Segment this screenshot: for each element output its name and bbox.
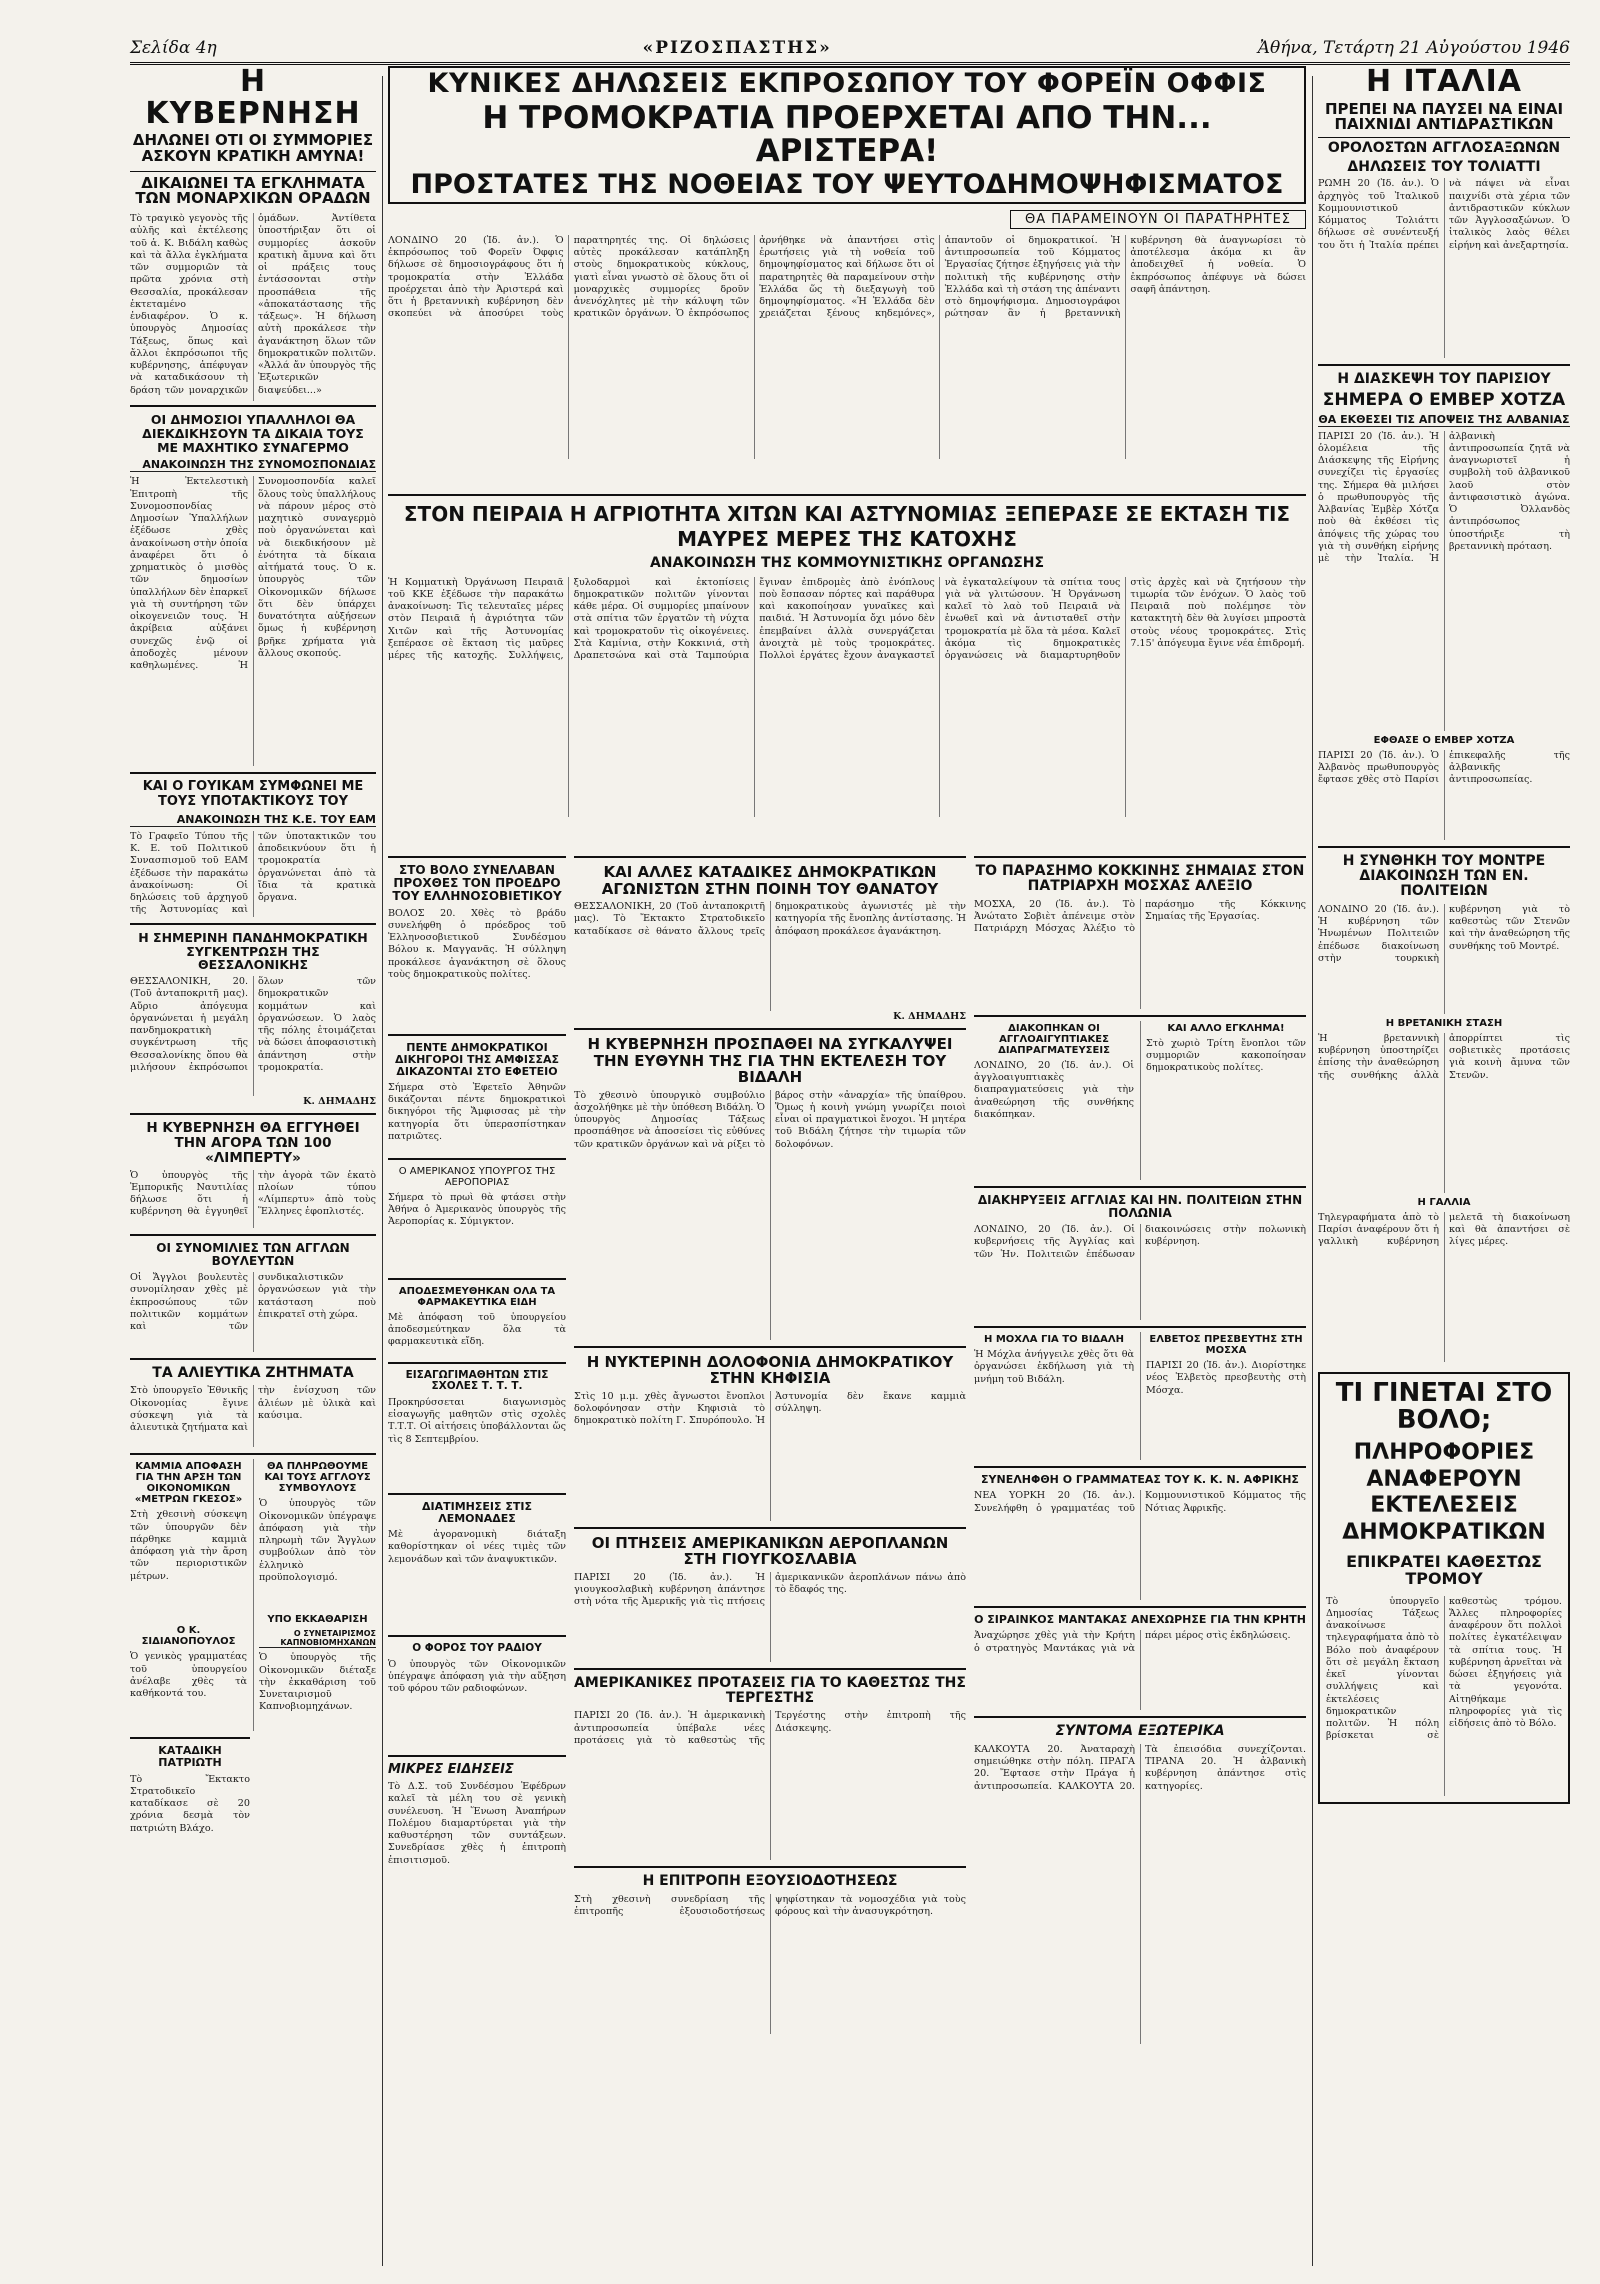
banner-headline-box xyxy=(388,66,1306,204)
row-small-items xyxy=(130,1453,376,1731)
headline-flights: ΟΙ ΠΤΗΣΕΙΣ ΑΜΕΡΙΚΑΝΙΚΩΝ ΑΕΡΟΠΛΑΝΩΝ ΣΤΗ ΓΙΟΥΓΚΟΣΛΑΒΙΑ xyxy=(591,1533,949,1568)
subhead-civil-servants: ΑΝΑΚΟΙΝΩΣΗ ΤΗΣ ΣΥΝΟΜΟΣΠΟΝΔΙΑΣ xyxy=(130,458,376,472)
article-crete xyxy=(974,1606,1306,1710)
article-radio-body: Ὁ ὑπουργὸς τῶν Οἰκονομικῶν ὑπέγραψε ἀπόφαση γιὰ τὴν αὔξηση τοῦ φόρου τῶν ραδιοφώνων. xyxy=(388,1658,566,1695)
article-montreux xyxy=(1318,846,1570,1362)
headline-radio: Ο ΦΟΡΟΣ ΤΟΥ ΡΑΔΙΟΥ xyxy=(412,1642,542,1655)
headline-liberty: Η ΚΥΒΕΡΝΗΣΗ ΘΑ ΕΓΓΥΗΘΕΙ ΤΗΝ ΑΓΟΡΑ ΤΩΝ 100 «ΛΙΜΠΕΡΤΥ» xyxy=(146,1120,360,1166)
article-mochla xyxy=(974,1332,1134,1460)
headline-vidalis: Η ΚΥΒΕΡΝΗΣΗ ΠΡΟΣΠΑΘΕΙ ΝΑ ΣΥΓΚΑΛΥΨΕΙ ΤΗΝ ΕΥΘΥΝΗ ΤΗΣ ΓΙΑ ΤΗΝ ΕΚΤΕΛΕΣΗ ΤΟΥ ΒΙΔΑΛΗ xyxy=(587,1035,953,1086)
banner-article xyxy=(388,66,1306,486)
headline-embassy: ΕΛΒΕΤΟΣ ΠΡΕΣΒΕΥΤΗΣ ΣΤΗ ΜΟΣΧΑ xyxy=(1149,1334,1303,1357)
box-volos-body: Τὸ ὑπουργεῖο Δημοσίας Τάξεως ἀνακοίνωσε τηλεγραφήματα ἀπὸ τὸ Βόλο ποὺ ἀναφέρουν ὅτι σὲ μεγάλη ἔκταση ἐκεῖ γίνονται συλλήψεις καὶ ἐκτελέσεις δημοκρατικῶν πολιτῶν. Ἡ πόλη βρίσκεται σὲ καθεστὼς τρόμου. Ἄλλες πληροφορίες ἀναφέρουν ὅτι πολλοὶ πολίτες ἐγκατέλειψαν τὰ σπίτια τους. Ἡ κυβέρνηση ἀρνεῖται νὰ δώσει ἐξηγήσεις γιὰ τὰ γεγονότα. Αἰτηθήκαμε πληροφορίες γιὰ τὶς εἰδήσεις ἀπὸ τὸ Βόλο. xyxy=(1326,1595,1562,1742)
article-liquidation-body: Ὁ ὑπουργὸς τῆς Οἰκονομικῶν διέταξε τὴν ἐκκαθάριση τοῦ Συνεταιρισμοῦ Καπνοβιομηχάνων. xyxy=(259,1652,376,1713)
headline-paris: Η ΔΙΑΣΚΕΨΗ ΤΟΥ ΠΑΡΙΣΙΟΥ xyxy=(1337,371,1551,388)
headline-crete: Ο ΣΙΡΑΙΝΚΟΣ ΜΑΝΤΑΚΑΣ ΑΝΕΧΩΡΗΣΕ ΓΙΑ ΤΗΝ ΚΡΗΤΗ xyxy=(974,1613,1306,1627)
article-crime xyxy=(1140,1021,1306,1180)
article-mps-body: Οἱ Ἄγγλοι βουλευτὲς συνομίλησαν χθὲς μὲ ἐκπροσώπους τῶν πολιτικῶν κομμάτων καὶ τῶν συνδικαλιστικῶν ὀργανώσεων γιὰ τὴν κατάσταση ποὺ ἐπικρατεῖ στὴ χώρα. xyxy=(130,1272,376,1333)
headline-schools: ΕΙΣΑΓΩΓΙΜΑΘΗΤΩΝ ΣΤΙΣ ΣΧΟΛΕΣ Τ. Τ. Τ. xyxy=(405,1368,549,1393)
article-lemonade xyxy=(388,1493,566,1629)
article-wickham-body: Τὸ Γραφεῖο Τύπου τῆς Κ. Ε. τοῦ Πολιτικοῦ Συνασπισμοῦ τοῦ ΕΑΜ ἐξέδωσε τὴν παρακάτω ἀνακοίνωση: Οἱ δηλώσεις τοῦ ἀρχηγοῦ τῆς Ἀστυνομίας καὶ τῶν ὑποτακτικῶν του ἀποδεικνύουν ὅτι ἡ τρομοκρατία ὀργανώνεται ἀπὸ τὰ ἴδια τὰ κρατικὰ ὄργανα. xyxy=(130,830,376,916)
headline-patriarch: ΤΟ ΠΑΡΑΣΗΜΟ ΚΟΚΚΙΝΗΣ ΣΗΜΑΙΑΣ ΣΤΟΝ ΠΑΤΡΙΑΡΧΗ ΜΟΣΧΑΣ ΑΛΕΞΙΟ xyxy=(975,863,1305,895)
article-death-sentences xyxy=(574,856,966,1022)
headline-france: Η ΓΑΛΛΙΑ xyxy=(1417,1196,1471,1208)
article-committee xyxy=(574,1866,966,2033)
headline-government: Η ΚΥΒΕΡΝΗΣΗ xyxy=(145,66,361,131)
subhead-wickham: ΑΝΑΚΟΙΝΩΣΗ ΤΗΣ Κ.Ε. ΤΟΥ ΕΑΜ xyxy=(130,813,376,827)
article-schools xyxy=(388,1362,566,1487)
article-france-body: Τηλεγραφήματα ἀπὸ τὸ Παρίσι ἀναφέρουν ὅτι ἡ γαλλικὴ κυβέρνηση μελετᾶ τὴ διακοίνωση καὶ θὰ ἀπαντήσει σὲ λίγες μέρες. xyxy=(1318,1211,1570,1248)
article-trieste-body: ΠΑΡΙΣΙ 20 (Ἰδ. ἀν.). Ἡ ἀμερικανικὴ ἀντιπροσωπεία ὑπέβαλε νέες προτάσεις γιὰ τὸ καθεστὼς τῆς Τεργέστης στὴν ἐπιτροπὴ τῆς Διάσκεψης. xyxy=(574,1710,966,1746)
article-volos xyxy=(388,856,566,1028)
headline-kifisia: Η ΝΥΚΤΕΡΙΝΗ ΔΟΛΟΦΟΝΙΑ ΔΗΜΟΚΡΑΤΙΚΟΥ ΣΤΗΝ ΚΗΦΙΣΙΑ xyxy=(586,1352,954,1387)
article-patriarch xyxy=(974,856,1306,1009)
piraeus-headline: ΣΤΟΝ ΠΕΙΡΑΙΑ Η ΑΓΡΙΟΤΗΤΑ ΧΙΤΩΝ ΚΑΙ ΑΣΤΥΝΟΜΙΑΣ ΞΕΠΕΡΑΣΕ ΣΕ ΕΚΤΑΣΗ ΤΙΣ ΜΑΥΡΕΣ ΜΕΡΕΣ ΤΗΣ ΚΑΤΟΧΗΣ xyxy=(403,502,1291,551)
article-fishing-body: Στὸ ὑπουργεῖο Ἐθνικῆς Οἰκονομίας ἔγινε σύσκεψη γιὰ τὰ ἀλιευτικὰ ζητήματα καὶ τὴν ἐνίσχυση τῶν ἁλιέων μὲ ὑλικὰ καὶ καύσιμα. xyxy=(130,1385,376,1434)
article-patriarch-body: ΜΟΣΧΑ, 20 (Ἰδ. ἀν.). Τὸ Ἀνώτατο Σοβιὲτ ἀπένειμε στὸν Πατριάρχη Μόσχας Ἀλέξιο τὸ παράσημο τῆς Κόκκινης Σημαίας τῆς Ἐργασίας. xyxy=(974,898,1306,935)
article-kifisia-body: Στὶς 10 μ.μ. χθὲς ἄγνωστοι ἔνοπλοι δολοφόνησαν στὴν Κηφισιὰ τὸ δημοκρατικὸ πολίτη Γ. Σπυρόπουλο. Ἡ Ἀστυνομία δὲν ἔκανε καμμιὰ σύλληψη. xyxy=(574,1390,966,1427)
headline-egypt: ΔΙΑΚΟΠΗΚΑΝ ΟΙ ΑΓΓΛΟΑΙΓΥΠΤΙΑΚΕΣ ΔΙΑΠΡΑΓΜΑΤΕΥΣΕΙΣ xyxy=(998,1022,1110,1056)
banner-body: ΛΟΝΔΙΝΟ 20 (Ἰδ. ἀν.). Ὁ ἐκπρόσωπος τοῦ Φορεϊν Όφφις δήλωσε σὲ δημοσιογράφους ὅτι ἡ τρομοκρατία στὴν Ἑλλάδα προέρχεται ἀπὸ τὴν Ἀριστερά καὶ ὅτι ἡ βρεταννικὴ κυβέρνηση δὲν σκοπεύει νὰ ἀποσύρει τοὺς παρατηρητές της. Οἱ δηλώσεις αὐτὲς προκάλεσαν κατάπληξη στοὺς δημοκρατικοὺς κύκλους, γιατὶ εἶναι γνωστὸ σὲ ὅλους ὅτι οἱ μοναρχικὲς συμμορίες δροῦν ἀνενόχλητες μὲ τὴν κάλυψη τῶν κρατικῶν ὀργάνων. Ὁ ἐκπρόσωπος ἀρνήθηκε νὰ ἀπαντήσει στὶς ἐρωτήσεις γιὰ τὴ νοθεία τοῦ δημοψηφίσματος καὶ δήλωσε ὅτι οἱ παρατηρητὲς θὰ παραμείνουν στὴν Ἑλλάδα ὥς τὴ διεξαγωγὴ τοῦ δημοψηφίσματος. «Ἡ Ἑλλάδα δὲν χρειάζεται ξένους κηδεμόνες», ἀπαντοῦν οἱ δημοκρατικοί. Ἡ ἀντιπροσωπεία τοῦ Κόμματος Ἐργασίας ζήτησε ἐξηγήσεις γιὰ τὴν πολιτικὴ τῆς κυβέρνησης στὴν Ἑλλάδα καὶ τὴ στάση της ἀπέναντι στὸ δημοψήφισμα. Δημοσιογράφοι ρώτησαν ἂν ἡ βρεταννικὴ κυβέρνηση θὰ ἀναγνωρίσει τὸ ἀποτέλεσμα ἀκόμα κι ἂν ἀποδειχθεῖ ἡ νοθεία. Ὁ ἐκπρόσωπος ἀπέφυγε νὰ δώσει σαφῆ ἀπάντηση. xyxy=(388,234,1306,320)
article-advisers-body: Ὁ ὑπουργὸς τῶν Οἰκονομικῶν ὑπέγραψε ἀπόφαση γιὰ τὴν πληρωμὴ τῶν Ἄγγλων συμβούλων ἀπὸ τὸν ἑλληνικὸ προϋπολογισμό. xyxy=(259,1498,376,1583)
article-vidalis xyxy=(574,1028,966,1340)
article-crime-body: Στὸ χωριὸ Τρίτη ἔνοπλοι τῶν συμμοριῶν κακοποίησαν δημοκρατικοὺς πολίτες. xyxy=(1146,1037,1306,1074)
headline-italy-sub2: ΟΡΟΛΟΣΤΩΝ ΑΓΓΛΟΣΑΞΩΝΩΝ xyxy=(1318,137,1570,156)
column-left xyxy=(130,66,376,2266)
article-africa-body: ΝΕΑ ΥΟΡΚΗ 20 (Ἰδ. ἀν.). Συνελήφθη ὁ γραμματέας τοῦ Κομμουνιστικοῦ Κόμματος τῆς Νότιας Ἀφρικῆς. xyxy=(974,1490,1306,1514)
newspaper-page xyxy=(130,66,1570,2266)
headline-italy-sub: ΠΡΕΠΕΙ ΝΑ ΠΑΥΣΕΙ ΝΑ ΕΙΝΑΙ ΠΑΙΧΝΙΔΙ ΑΝΤΙΔΡΑΣΤΙΚΩΝ xyxy=(1324,99,1564,134)
article-thessaloniki-body: ΘΕΣΣΑΛΟΝΙΚΗ, 20. (Τοῦ ἀνταποκριτῆ μας). Αὔριο ἀπόγευμα ὀργανώνεται ἡ μεγάλη πανδημοκρατικὴ συγκέντρωση τῆς Θεσσαλονίκης ὅπου θὰ μιλήσουν ἐκπρόσωποι ὅλων τῶν δημοκρατικῶν κομμάτων καὶ ὀργανώσεων. Ὁ λαὸς τῆς πόλης ἑτοιμάζεται νὰ δώσει ἀποφασιστικὴ ἀπάντηση στὴν τρομοκρατία. xyxy=(130,976,376,1073)
headline-government-sub2: ΔΙΚΑΙΩΝΕΙ ΤΑ ΕΓΚΛΗΜΑΤΑ ΤΩΝ ΜΟΝΑΡΧΙΚΩΝ ΟΡΑΔΩΝ xyxy=(130,171,376,208)
article-hoxha-arrived-body: ΠΑΡΙΣΙ 20 (Ἰδ. ἀν.). Ὁ Ἀλβανὸς πρωθυπουργὸς ἔφτασε χθὲς στὸ Παρίσι ἐπικεφαλῆς τῆς ἀλβανικῆς ἀντιπροσωπείας. xyxy=(1318,749,1570,786)
piraeus-subhead: ΑΝΑΚΟΙΝΩΣΗ ΤΗΣ ΚΟΜΜΟΥΝΙΣΤΙΚΗΣ ΟΡΓΑΝΩΣΗΣ xyxy=(649,555,1045,571)
headline-britain: Η ΒΡΕΤΑΝΙΚΗ ΣΤΑΣΗ xyxy=(1385,1017,1503,1029)
article-poland-body: ΛΟΝΔΙΝΟ, 20 (Ἰδ. ἀν.). Οἱ κυβερνήσεις τῆς Ἀγγλίας καὶ τῶν Ἡν. Πολιτειῶν ἐπέδωσαν διακοινώσεις στὴν πολωνικὴ κυβέρνηση. xyxy=(974,1224,1306,1260)
article-egypt-body: ΛΟΝΔΙΝΟ, 20 (Ἰδ. ἀν.). Οἱ ἀγγλοαιγυπτιακὲς διαπραγματεύσεις γιὰ τὴν ἀναθεώρηση τῆς συνθήκης διακόπηκαν. xyxy=(974,1059,1134,1120)
article-advisers xyxy=(253,1459,376,1731)
banner-line-3: ΠΡΟΣΤΑΤΕΣ ΤΗΣ ΝΟΘΕΙΑΣ ΤΟΥ ΨΕΥΤΟΔΗΜΟΨΗΦΙΣΜΑΤΟΣ xyxy=(410,169,1284,201)
banner-line-1: ΚΥΝΙΚΕΣ ΔΗΛΩΣΕΙΣ ΕΚΠΡΟΣΩΠΟΥ ΤΟΥ ΦΟΡΕΪΝ ΟΦΦΙΣ xyxy=(427,68,1267,99)
headline-sidianopoulos: Ο Κ. ΣΙΔΙΑΝΟΠΟΥΛΟΣ xyxy=(141,1625,236,1648)
article-kifisia xyxy=(574,1346,966,1521)
article-africa xyxy=(974,1466,1306,1600)
article-lemonade-body: Μὲ ἀγορανομικὴ διάταξη καθορίστηκαν οἱ νέες τιμὲς τῶν λεμονάδων καὶ τῶν ἀναψυκτικῶν. xyxy=(388,1529,566,1565)
article-italy-body: ΡΩΜΗ 20 (Ἰδ. ἀν.). Ὁ ἀρχηγὸς τοῦ Ἰταλικοῦ Κομμουνιστικοῦ Κόμματος Τολιάττι δήλωσε σὲ συνέντευξή του ὅτι ἡ Ἰταλία πρέπει νὰ πάψει νὰ εἶναι παιχνίδι στὰ χέρια τῶν ἀντιδραστικῶν κύκλων τῶν Ἀγγλοσαξώνων. Ὁ ἰταλικὸς λαὸς θέλει εἰρήνη καὶ ἀνεξαρτησία. xyxy=(1318,178,1570,251)
article-civil-servants-body: Ἡ Ἐκτελεστικὴ Ἐπιτροπὴ τῆς Συνομοσπονδίας Δημοσίων Ὑπαλλήλων ἐξέδωσε χθὲς ἀνακοίνωση στὴν ὁποία ἀναφέρει ὅτι ὁ χρηματικὸς ὁ μισθὸς τῶν δημοσίων ὑπαλλήλων δὲν ἐπαρκεῖ γιὰ τὴ συντήρηση τῶν οἰκογενειῶν τους. Ἡ ἀκρίβεια αὐξάνει συνεχῶς ἐνῷ οἱ ἀποδοχὲς μένουν καθηλωμένες. Ἡ Συνομοσπονδία καλεῖ ὅλους τοὺς ὑπαλλήλους νὰ πάρουν μέρος στὸ μαχητικὸ συναγερμὸ ποὺ ὀργανώνεται καὶ νὰ διεκδικήσουν μὲ ἑνότητα τὰ δίκαια αἰτήματά τους. Ὁ κ. ὑπουργὸς τῶν Οἰκονομικῶν δήλωσε ὅτι δὲν ὑπάρχει δυνατότητα αὐξήσεων ὅμως ἡ κυβέρνηση βρῆκε χρήματα γιὰ ἄλλους σκοπούς. xyxy=(130,476,376,672)
article-sidianopoulos-body: Ὁ γενικὸς γραμματέας τοῦ ὑπουργείου ἀνέλαβε χθὲς τὰ καθήκοντά του. xyxy=(130,1651,247,1700)
headline-mps: ΟΙ ΣΥΝΟΜΙΛΙΕΣ ΤΩΝ ΑΓΓΛΩΝ ΒΟΥΛΕΥΤΩΝ xyxy=(156,1240,350,1268)
article-paris-body: ΠΑΡΙΣΙ 20 (Ἰδ. ἀν.). Ἡ ὁλομέλεια τῆς Διάσκεψης τῆς Εἰρήνης συνεχίζει τὶς ἐργασίες της. Σήμερα θὰ μιλήσει ὁ πρωθυπουργὸς τῆς Ἀλβανίας Ἐμβὲρ Χότζα ποὺ θὰ ἐκθέσει τὶς ἀπόψεις τῆς χώρας του γιὰ τὴ συνθήκη εἰρήνης μὲ τὴν Ἰταλία. Ἡ ἀλβανικὴ ἀντιπροσωπεία ζητᾶ νὰ ἀναγνωριστεῖ ἡ συμβολὴ τοῦ ἀλβανικοῦ λαοῦ στὸν ἀντιφασιστικὸ ἀγώνα. Ὁ Ὀλλανδὸς ἀντιπρόσωπος ὑποστήριξε τὴ βρεταννικὴ πρόταση. xyxy=(1318,430,1570,565)
article-us-minister xyxy=(388,1158,566,1272)
banner-subhead: ΘΑ ΠΑΡΑΜΕΙΝΟΥΝ ΟΙ ΠΑΡΑΤΗΡΗΤΕΣ xyxy=(1010,210,1306,229)
subhead-hoxha: ΘΑ ΕΚΘΕΣΕΙ ΤΙΣ ΑΠΟΨΕΙΣ ΤΗΣ ΑΛΒΑΝΙΑΣ xyxy=(1318,412,1570,426)
article-radio xyxy=(388,1635,566,1749)
article-foreign-brief-body: ΚΑΛΚΟΥΤΑ 20. Ἀναταραχὴ σημειώθηκε στὴν πόλη. ΠΡΑΓΑ 20. Ἔφτασε στὴν Πράγα ἡ ἀντιπροσωπεία. ΚΑΛΚΟΥΤΑ 20. Τὰ ἐπεισόδια συνεχίζονται. ΤΙΡΑΝΑ 20. Ἡ ἀλβανικὴ κυβέρνηση ἀπάντησε στὶς κατηγορίες. xyxy=(974,1743,1306,1792)
article-trieste xyxy=(574,1668,966,1861)
article-measures xyxy=(130,1459,247,1731)
article-thessaloniki xyxy=(130,923,376,1107)
article-wickham xyxy=(130,772,376,917)
article-schools-body: Προκηρύσσεται διαγωνισμὸς εἰσαγωγῆς μαθητῶν στὶς σχολὲς Τ.Τ.Τ. Οἱ αἰτήσεις ὑποβάλλονται ὥς τὶς 8 Σεπτεμβρίου. xyxy=(388,1396,566,1445)
article-measures-body: Στὴ χθεσινὴ σύσκεψη τῶν ὑπουργῶν δὲν πάρθηκε καμμιὰ ἀπόφαση γιὰ τὴν ἄρση τῶν περιοριστικῶν μέτρων. xyxy=(130,1509,247,1582)
headline-wickham: ΚΑΙ Ο ΓΟΥΙΚΑΜ ΣΥΜΦΩΝΕΙ ΜΕ ΤΟΥΣ ΥΠΟΤΑΚΤΙΚΟΥΣ ΤΟΥ xyxy=(142,779,364,809)
headline-death-sentences: ΚΑΙ ΑΛΛΕΣ ΚΑΤΑΔΙΚΕΣ ΔΗΜΟΚΡΑΤΙΚΩΝ ΑΓΩΝΙΣΤΩΝ ΣΤΗΝ ΠΟΙΝΗ ΤΟΥ ΘΑΝΑΤΟΥ xyxy=(601,863,939,898)
newspaper-title: «ΡΙΖΟΣΠΑΣΤΗΣ» xyxy=(642,38,832,58)
article-flights xyxy=(574,1527,966,1662)
article-poland xyxy=(974,1186,1306,1320)
box-volos-sub2: ΕΠΙΚΡΑΤΕΙ ΚΑΘΕΣΤΩΣ ΤΡΟΜΟΥ xyxy=(1346,1551,1542,1588)
headline-italy: Η ΙΤΑΛΙΑ xyxy=(1366,66,1522,99)
article-foreign-brief xyxy=(974,1716,1306,2043)
column-rule xyxy=(382,76,383,2266)
headline-montreux: Η ΣΥΝΘΗΚΗ ΤΟΥ ΜΟΝΤΡΕ ΔΙΑΚΟΙΝΩΣΗ ΤΩΝ ΕΝ. ΠΟΛΙΤΕΙΩΝ xyxy=(1342,852,1546,900)
mid-column-c xyxy=(974,856,1306,2266)
headline-amfissa: ΠΕΝΤΕ ΔΗΜΟΚΡΑΤΙΚΟΙ ΔΙΚΗΓΟΡΟΙ ΤΗΣ ΑΜΦΙΣΣΑΣ ΔΙΚΑΖΟΝΤΑΙ ΣΤΟ ΕΦΕΤΕΙΟ xyxy=(394,1040,560,1078)
article-montreux-body: ΛΟΝΔΙΝΟ 20 (Ἰδ. ἀν.). Ἡ κυβέρνηση τῶν Ἡνωμένων Πολιτειῶν ἐπέδωσε διακοίνωση στὴν τουρκικὴ κυβέρνηση γιὰ τὸ καθεστὼς τῶν Στενῶν καὶ τὴν ἀναθεώρηση τῆς συνθήκης τοῦ Μοντρέ. xyxy=(1318,903,1570,964)
article-britain-body: Ἡ βρεταννικὴ κυβέρνηση ὑποστηρίζει ἐπίσης τὴν ἀναθεώρηση τῆς συνθήκης ἀλλὰ ἀπορρίπτει τὶς σοβιετικὲς προτάσεις γιὰ κοινὴ ἄμυνα τῶν Στενῶν. xyxy=(1318,1032,1570,1081)
headline-foreign-brief: ΣΥΝΤΟΜΑ ΕΞΩΤΕΡΙΚΑ xyxy=(1055,1723,1225,1740)
article-embassy-body: ΠΑΡΙΣΙ 20 (Ἰδ. ἀν.). Διορίστηκε νέος Ἑλβετὸς πρεσβευτὴς στὴ Μόσχα. xyxy=(1146,1360,1306,1396)
headline-news: ΜΙΚΡΕΣ ΕΙΔΗΣΕΙΣ xyxy=(388,1761,514,1777)
box-volos-sub: ΠΛΗΡΟΦΟΡΙΕΣ ΑΝΑΦΕΡΟΥΝ ΕΚΤΕΛΕΣΕΙΣ ΔΗΜΟΚΡΑΤΙΚΩΝ xyxy=(1342,1440,1546,1545)
box-volos xyxy=(1318,1372,1570,1804)
headline-pharma: ΑΠΟΔΕΣΜΕΥΘΗΚΑΝ ΟΛΑ ΤΑ ΦΑΡΜΑΚΕΥΤΙΚΑ ΕΙΔΗ xyxy=(398,1285,556,1308)
article-fishing xyxy=(130,1358,376,1447)
article-amfissa-body: Σήμερα στὸ Ἐφετεῖο Ἀθηνῶν δικάζονται πέντε δημοκρατικοὶ δικηγόροι τῆς Ἄμφισσας μὲ τὴν κατηγορία ὅτι ὑπερασπίστηκαν πατριῶτες. xyxy=(388,1081,566,1142)
article-civil-servants xyxy=(130,405,376,766)
headline-measures: ΚΑΜΜΙΑ ΑΠΟΦΑΣΗ ΓΙΑ ΤΗΝ ΑΡΣΗ ΤΩΝ ΟΙΚΟΝΟΜΙΚΩΝ «ΜΕΤΡΩΝ ΓΚΕΣΟΣ» xyxy=(134,1461,243,1506)
headline-committee: Η ΕΠΙΤΡΟΠΗ ΕΞΟΥΣΙΟΔΟΤΗΣΕΩΣ xyxy=(642,1873,898,1890)
piraeus-body: Ἡ Κομματικὴ Ὀργάνωση Πειραιᾶ τοῦ ΚΚΕ ἐξέδωσε τὴν παρακάτω ἀνακοίνωση: Τὶς τελευταῖες μέρες στὸν Πειραιᾶ ἡ ἀγριότητα τῶν Χιτῶν καὶ τῆς Ἀστυνομίας ξεπέρασε σὲ ἔκταση τὶς μαῦρες μέρες τῆς κατοχῆς. Συλλήψεις, ξυλοδαρμοὶ καὶ ἐκτοπίσεις δημοκρατικῶν πολιτῶν γίνονται κάθε μέρα. Οἱ συμμορίες μπαίνουν στὰ σπίτια τῶν ἐργατῶν τὴ νύχτα καὶ τρομοκρατοῦν τὶς οἰκογένειες. Στὰ Καμίνια, στὴν Κοκκινιά, στὴ Δραπετσώνα καὶ στὰ Ταμπούρια ἔγιναν ἐπιδρομὲς ἀπὸ ἐνόπλους ποὺ ἔσπασαν πόρτες καὶ παράθυρα καὶ κακοποίησαν γυναῖκες καὶ παιδιά. Ἡ Ἀστυνομία ὄχι μόνο δὲν ἐπεμβαίνει ἀλλὰ συνεργάζεται ἀνοιχτὰ μὲ τοὺς τρομοκράτες. Πολλοὶ ἐργάτες ἔχουν ἀναγκαστεῖ νὰ ἐγκαταλείψουν τὰ σπίτια τους γιὰ νὰ γλιτώσουν. Ἡ Ὀργάνωση καλεῖ τὸ λαὸ τοῦ Πειραιᾶ νὰ ἑνωθεῖ καὶ νὰ ἀντισταθεῖ στὴν τρομοκρατία μὲ ὅλα τὰ μέσα. Καλεῖ ἀκόμα τὶς δημοκρατικὲς ὀργανώσεις νὰ διαμαρτυρηθοῦν στὶς ἀρχὲς καὶ νὰ ζητήσουν τὴν τιμωρία τῶν ἐνόχων. Ὁ λαὸς τοῦ Πειραιᾶ ποὺ πολέμησε τὸν κατακτητὴ δὲν θὰ λυγίσει μπροστὰ στοὺς νέους τρομοκράτες. Στὶς 7.15' ἀπόγευμα ἔγινε νέα ἐπιδρομή. xyxy=(388,576,1306,662)
article-mochla-body: Ἡ Μόχλα ἀνήγγειλε χθὲς ὅτι θὰ ὀργανώσει ἐκδήλωση γιὰ τὴ μνήμη τοῦ Βιδάλη. xyxy=(974,1349,1134,1385)
article-news xyxy=(388,1755,566,2141)
article-death-sentences-body: ΘΕΣΣΑΛΟΝΙΚΗ, 20 (Τοῦ ἀνταποκριτῆ μας). Τὸ Ἔκτακτο Στρατοδικεῖο καταδίκασε σὲ θάνατο ἄλλους τρεῖς δημοκρατικοὺς ἀγωνιστές μὲ τὴν κατηγορία τῆς ἔνοπλης ἀντίστασης. Ἡ ἀπόφαση προκάλεσε ἀγανάκτηση. xyxy=(574,901,966,937)
banner-subhead-row xyxy=(388,210,1306,229)
piraeus-article xyxy=(388,494,1306,844)
headline-advisers: ΘΑ ΠΛΗΡΩΘΟΥΜΕ ΚΑΙ ΤΟΥΣ ΑΓΓΛΟΥΣ ΣΥΜΒΟΥΛΟΥΣ xyxy=(264,1461,371,1495)
mid-column-b xyxy=(574,856,966,2266)
article-vidalis-body: Τὸ χθεσινὸ ὑπουργικὸ συμβούλιο ἀσχολήθηκε μὲ τὴν ὑπόθεση Βιδάλη. Ὁ ὑπουργὸς Δημοσίας Τάξεως προσπάθησε νὰ ἀποσείσει τὶς εὐθύνες τῶν κρατικῶν ὀργάνων καὶ νὰ ρίξει τὸ βάρος στὴν «ἀναρχία» τῆς ὑπαίθρου. Ὅμως ἡ κοινὴ γνώμη γνωρίζει ποιοὶ εἶναι οἱ πραγματικοὶ ἔνοχοι. Ἡ μητέρα τοῦ Βιδάλη ζήτησε τὴν τιμωρία τῶν δολοφόνων. xyxy=(574,1089,966,1150)
article-government-body: Τὸ τραγικὸ γεγονὸς τῆς αὐλῆς καὶ ἐκτέλεσης τοῦ ἁ. Κ. Βιδάλη καθὼς καὶ τὰ ἄλλα ἐγκλήματα τῶν συμμοριῶν τὰ πρῶτα χρόνια στὴ Θεσσαλία, προκάλεσαν ἐκτεταμένο ἐνδιαφέρον. Ὁ κ. ὑπουργὸς Δημοσίας Τάξεως, ὅπως καὶ ἄλλοι ἐκπρόσωποι τῆς κυβέρνησης, ἀπέφυγαν νὰ καταδικάσουν τὴ δράση τῶν μοναρχικῶν ὁμάδων. Ἀντίθετα ὑποστήριξαν ὅτι οἱ συμμορίες ἀσκοῦν κρατικὴ ἄμυνα καὶ ὅτι οἱ πράξεις τους ἐντάσσονται στὴν προσπάθεια τῆς «ἀποκατάστασης τῆς τάξεως». Ἡ δήλωση αὐτὴ προκάλεσε τὴν ἀγανάκτηση ὅλων τῶν δημοκρατικῶν πολιτῶν. «Ἀλλά ἄν ὑπουργὸς τῆς Ἐξωτερικῶν διαψεύδει...» xyxy=(130,213,376,396)
article-amfissa xyxy=(388,1034,566,1152)
headline-conviction: ΚΑΤΑΔΙΚΗ ΠΑΤΡΙΩΤΗ xyxy=(158,1744,222,1770)
headline-fishing: ΤΑ ΑΛΙΕΥΤΙΚΑ ΖΗΤΗΜΑΤΑ xyxy=(152,1365,354,1381)
article-us-minister-body: Σήμερα τὸ πρωὶ θὰ φτάσει στὴν Ἀθήνα ὁ Ἀμερικανὸς ὑπουργὸς τῆς Ἀεροπορίας κ. Σύμιγκτον. xyxy=(388,1191,566,1228)
article-liberty xyxy=(130,1113,376,1228)
article-conviction-body: Τὸ Ἔκτακτο Στρατοδικεῖο καταδίκασε σὲ 20 χρόνια δεσμὰ τὸν πατριώτη Βλάχο. xyxy=(130,1773,250,1834)
article-conviction xyxy=(130,1737,250,1833)
headline-liquidation: ΥΠΟ ΕΚΚΑΘΑΡΙΣΗ xyxy=(267,1614,368,1626)
subhead-liquidation: Ο ΣΥΝΕΤΑΙΡΙΣΜΟΣ ΚΑΠΝΟΒΙΟΜΗΧΑΝΩΝ xyxy=(259,1629,376,1648)
headline-government-sub: ΔΗΛΩΝΕΙ ΟΤΙ ΟΙ ΣΥΜΜΟΡΙΕΣ ΑΣΚΟΥΝ ΚΡΑΤΙΚΗ ΑΜΥΝΑ! xyxy=(132,131,374,165)
box-volos-headline: ΤΙ ΓΙΝΕΤΑΙ ΣΤΟ ΒΟΛΟ; xyxy=(1335,1377,1553,1436)
article-pharma xyxy=(388,1278,566,1356)
mid-column-a xyxy=(388,856,566,2266)
headline-thessaloniki: Η ΣΗΜΕΡΙΝΗ ΠΑΝΔΗΜΟΚΡΑΤΙΚΗ ΣΥΓΚΕΝΤΡΩΣΗ ΤΗΣ ΘΕΣΣΑΛΟΝΙΚΗΣ xyxy=(138,929,368,973)
article-egypt xyxy=(974,1021,1134,1180)
headline-togliatti: ΔΗΛΩΣΕΙΣ ΤΟΥ ΤΟΛΙΑΤΤΙ xyxy=(1347,158,1541,175)
article-pharma-body: Μὲ ἀπόφαση τοῦ ὑπουργείου ἀποδεσμεύτηκαν ὅλα τὰ φαρμακευτικὰ εἴδη. xyxy=(388,1311,566,1348)
signature-dimadis: Κ. ΔΗΜΑΔΗΣ xyxy=(303,1096,376,1108)
page-number: Σελίδα 4η xyxy=(130,38,217,58)
headline-mochla: Η ΜΟΧΛΑ ΓΙΑ ΤΟ ΒΙΔΑΛΗ xyxy=(983,1334,1125,1346)
headline-lemonade: ΔΙΑΤΙΜΗΣΕΙΣ ΣΤΙΣ ΛΕΜΟΝΑΔΕΣ xyxy=(422,1499,532,1526)
article-embassy xyxy=(1140,1332,1306,1460)
issue-date: Ἀθήνα, Τετάρτη 21 Αὐγούστου 1946 xyxy=(1257,38,1570,58)
headline-crime: ΚΑΙ ΑΛΛΟ ΕΓΚΛΗΜΑ! xyxy=(1167,1022,1285,1034)
article-committee-body: Στὴ χθεσινὴ συνεδρίαση τῆς ἐπιτροπῆς ἐξουσιοδοτήσεως ψηφίστηκαν τὰ νομοσχέδια γιὰ τοὺς φόρους καὶ τὴν ἀνασυγκρότηση. xyxy=(574,1893,966,1917)
article-volos-body: ΒΟΛΟΣ 20. Χθὲς τὸ βράδυ συνελήφθη ὁ πρόεδρος τοῦ Ἑλληνοσοβιετικοῦ Συνδέσμου Βόλου κ. Μαγγανᾶς. Ἡ σύλληψη προκάλεσε ἀγανάκτηση σὲ ὅλους τοὺς δημοκρατικοὺς πολίτες. xyxy=(388,907,566,980)
masthead xyxy=(130,30,1570,65)
signature-dimadis-2: Κ. ΔΗΜΑΔΗΣ xyxy=(893,1011,966,1022)
article-flights-body: ΠΑΡΙΣΙ 20 (Ἰδ. ἀν.). Ἡ γιουγκοσλαβικὴ κυβέρνηση ἀπάντησε στὴ νότα τῆς Ἀμερικῆς γιὰ τὶς πτήσεις ἀμερικανικῶν ἀεροπλάνων πάνω ἀπὸ τὸ ἔδαφός της. xyxy=(574,1571,966,1608)
headline-africa: ΣΥΝΕΛΗΦΘΗ Ο ΓΡΑΜΜΑΤΕΑΣ ΤΟΥ Κ. Κ. Ν. ΑΦΡΙΚΗΣ xyxy=(981,1473,1299,1487)
headline-civil-servants: ΟΙ ΔΗΜΟΣΙΟΙ ΥΠΑΛΛΗΛΟΙ ΘΑ ΔΙΕΚΔΙΚΗΣΟΥΝ ΤΑ ΔΙΚΑΙΑ ΤΟΥΣ ΜΕ ΜΑΧΗΤΙΚΟ ΣΥΝΑΓΕΡΜΟ xyxy=(142,412,364,455)
row-egypt-crime xyxy=(974,1015,1306,1180)
article-paris xyxy=(1318,364,1570,839)
article-crete-body: Ἀναχώρησε χθὲς γιὰ τὴν Κρήτη ὁ στρατηγὸς Μαντάκας γιὰ νὰ πάρει μέρος στὶς ἐκδηλώσεις. xyxy=(974,1630,1291,1654)
piraeus-headline-wrap xyxy=(388,494,1306,571)
column-right xyxy=(1318,66,1570,2266)
banner-line-2: Η ΤΡΟΜΟΚΡΑΤΙΑ ΠΡΟΕΡΧΕΤΑΙ ΑΠΟ ΤΗΝ... ΑΡΙΣΤΕΡΑ! xyxy=(482,100,1212,169)
article-mps xyxy=(130,1234,376,1352)
headline-hoxha: ΣΗΜΕΡΑ Ο ΕΜΒΕΡ ΧΟΤΖΑ xyxy=(1322,389,1566,410)
headline-us-minister: Ο ΑΜΕΡΙΚΑΝΟΣ ΥΠΟΥΡΓΟΣ ΤΗΣ ΑΕΡΟΠΟΡΙΑΣ xyxy=(398,1165,556,1188)
headline-trieste: ΑΜΕΡΙΚΑΝΙΚΕΣ ΠΡΟΤΑΣΕΙΣ ΓΙΑ ΤΟ ΚΑΘΕΣΤΩΣ ΤΗΣ ΤΕΡΓΕΣΤΗΣ xyxy=(574,1674,966,1706)
headline-poland: ΔΙΑΚΗΡΥΞΕΙΣ ΑΓΓΛΙΑΣ ΚΑΙ ΗΝ. ΠΟΛΙΤΕΙΩΝ ΣΤΗΝ ΠΟΛΩΝΙΑ xyxy=(977,1192,1303,1220)
column-rule xyxy=(1312,76,1313,2266)
row-vidal-embassy xyxy=(974,1326,1306,1460)
article-news-body: Τὸ Δ.Σ. τοῦ Συνδέσμου Ἐφέδρων καλεῖ τὰ μέλη του σὲ γενικὴ συνέλευση. Ἡ Ἕνωση Ἀναπήρων Πολέμου διαμαρτύρεται γιὰ τὴν καθυστέρηση τῶν συντάξεων. Συνεδρίασε χθὲς ἡ ἐπιτροπὴ ἐπισιτισμοῦ. xyxy=(388,1780,566,1866)
headline-hoxha-arrived: ΕΦΘΑΣΕ Ο ΕΜΒΕΡ ΧΟΤΖΑ xyxy=(1373,734,1515,746)
article-liberty-body: Ὁ ὑπουργὸς τῆς Ἐμπορικῆς Ναυτιλίας δήλωσε ὅτι ἡ κυβέρνηση θὰ ἐγγυηθεῖ τὴν ἀγορὰ τῶν ἑκατὸ πλοίων τύπου «Λίμπερτυ» ἀπὸ τοὺς Ἕλληνες ἐφοπλιστές. xyxy=(130,1169,376,1218)
headline-volos: ΣΤΟ ΒΟΛΟ ΣΥΝΕΛΑΒΑΝ ΠΡΟΧΘΕΣ ΤΟΝ ΠΡΟΕΔΡΟ ΤΟΥ ΕΛΛΗΝΟΣΟΒΙΕΤΙΚΟΥ xyxy=(392,863,562,904)
